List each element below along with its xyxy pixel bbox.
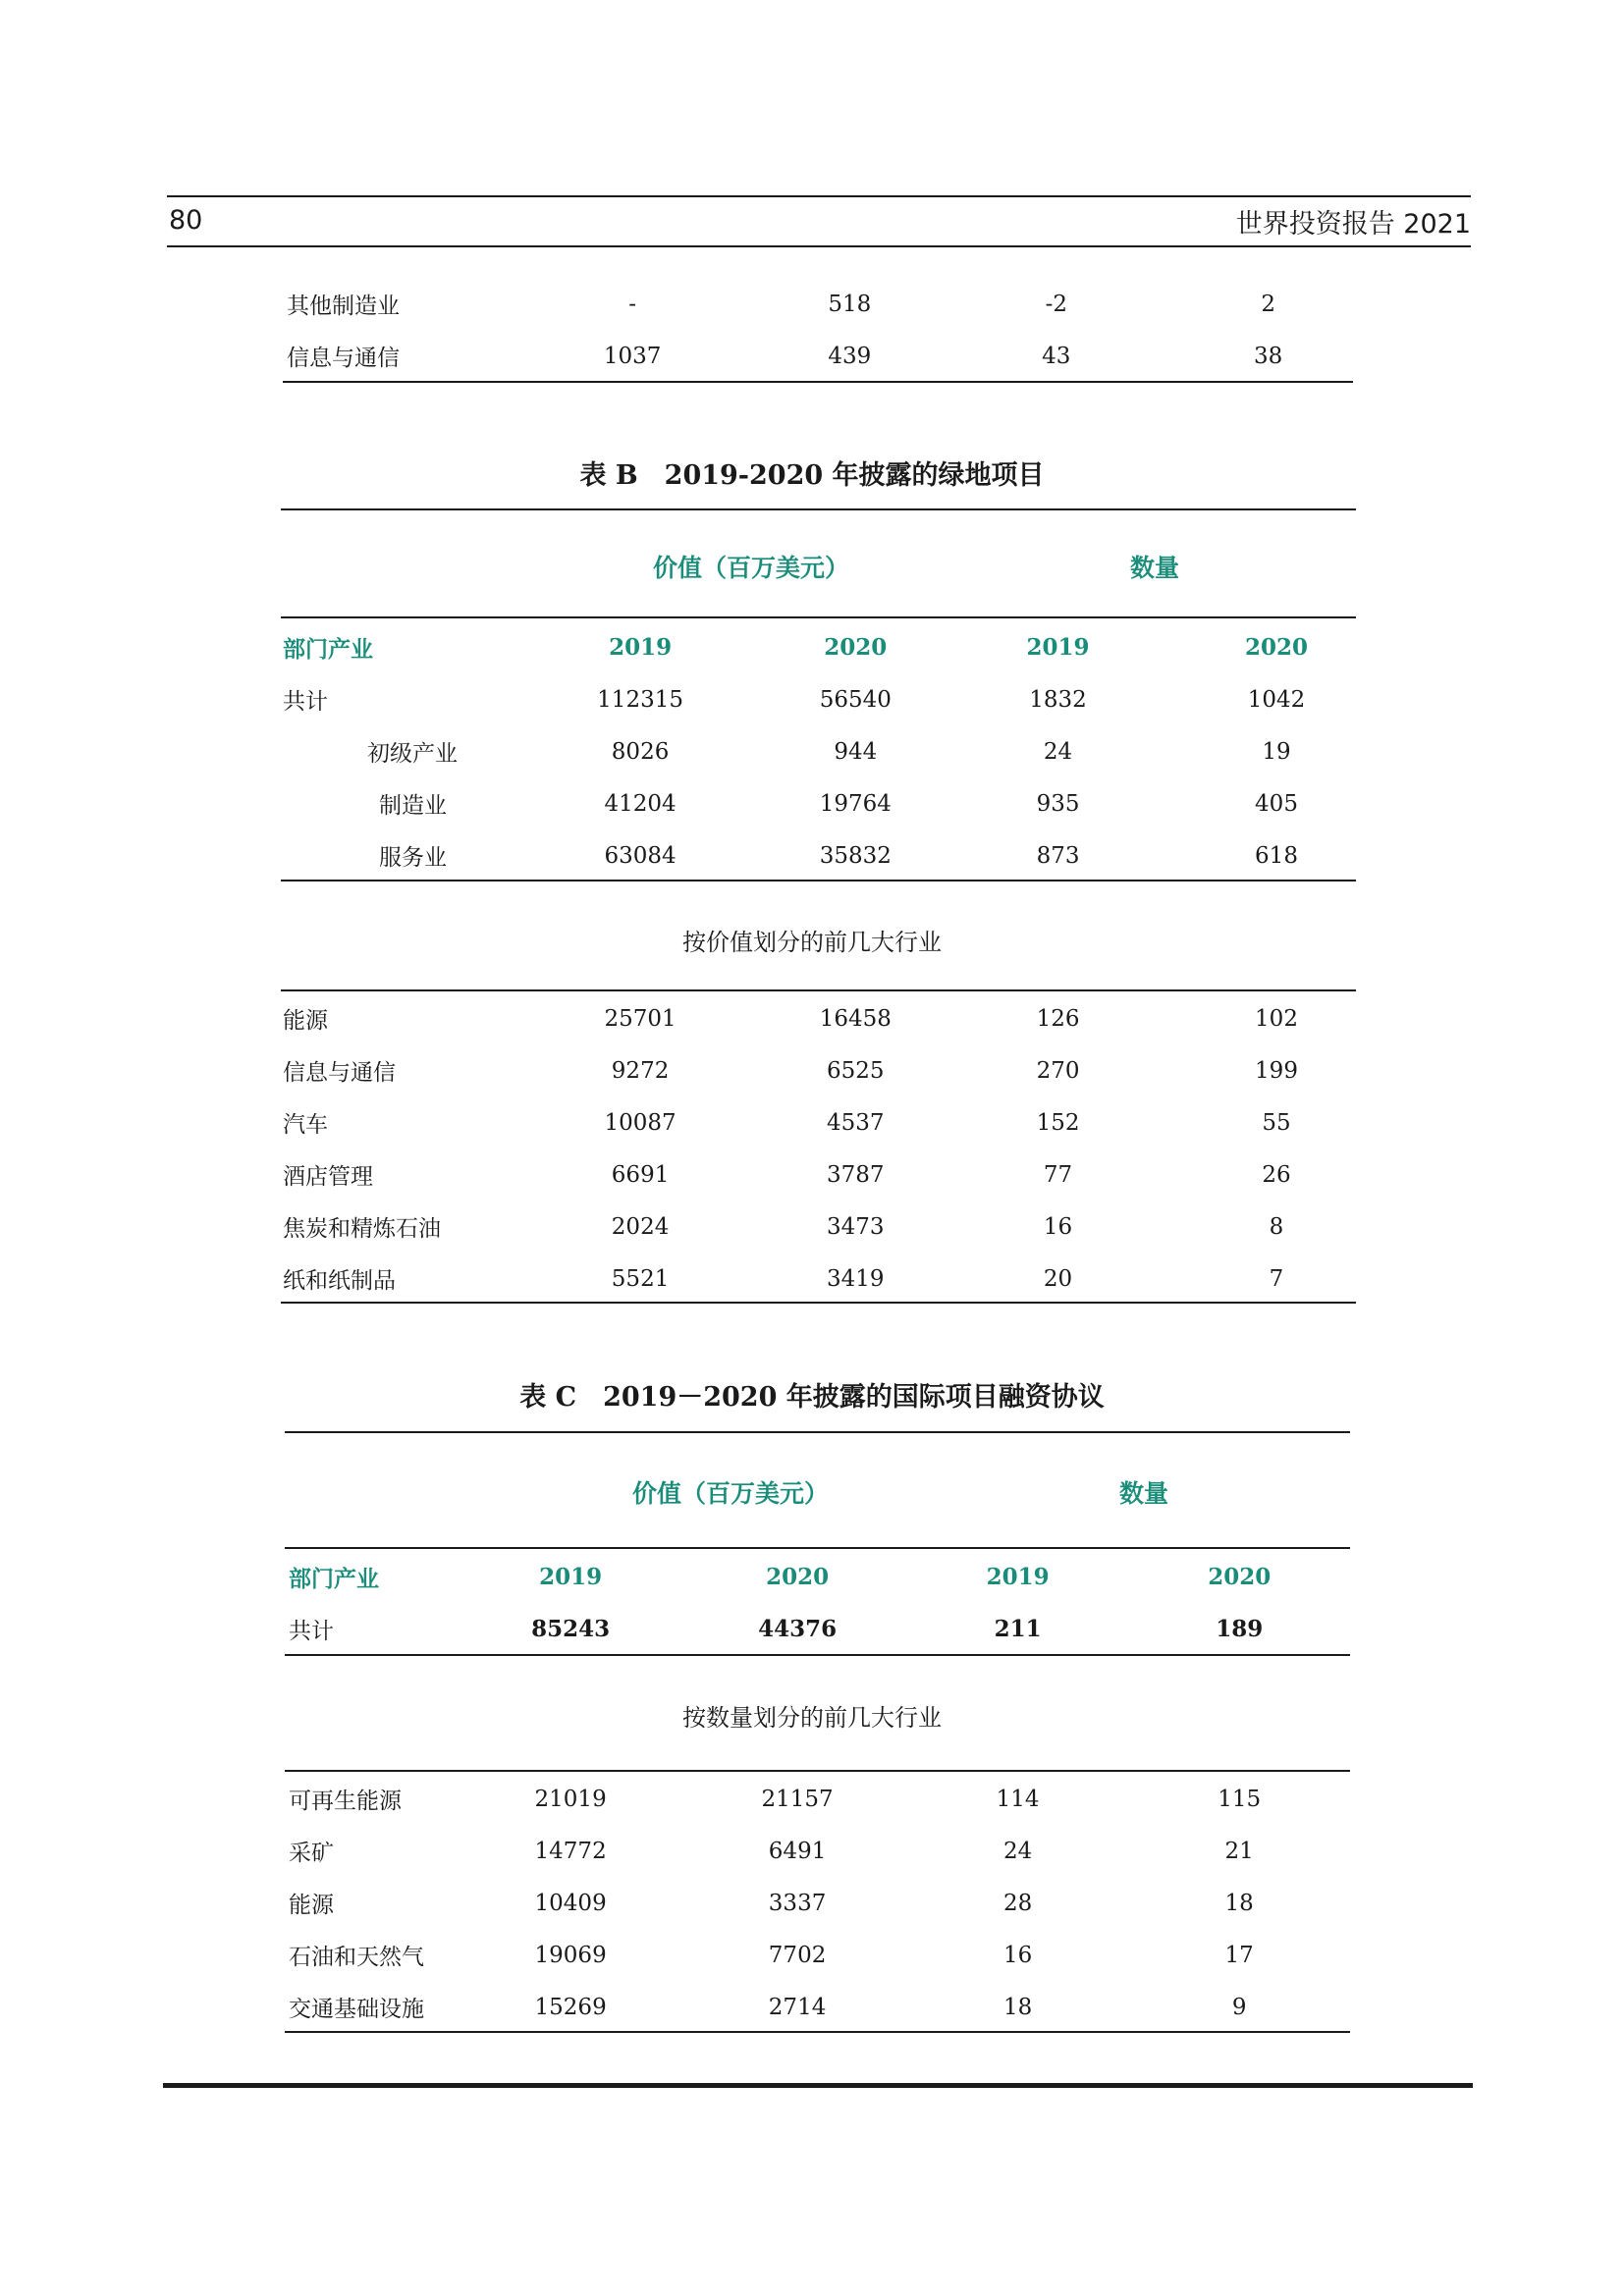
cell-value-2020: 439 [828,343,872,369]
cell-count-2019: 20 [1043,1265,1073,1292]
col-header-count-2019: 2019 [986,1564,1050,1590]
cell-count-2019: 16 [1043,1213,1073,1240]
col-header-count-2020: 2020 [1208,1564,1272,1590]
cell-value-2019: 10087 [604,1109,677,1136]
cell-count-2019: 114 [996,1786,1040,1812]
row-label: 初级产业 [367,741,458,767]
cell-count-2020: 102 [1255,1005,1298,1032]
table-b-header-rule [281,616,1356,618]
col-header-count-2020: 2020 [1244,634,1308,661]
table-c-value-header: 价值（百万美元） [632,1479,830,1508]
row-label: 能源 [283,1008,328,1034]
report-title: 世界投资报告 2021 [1235,209,1471,240]
table-row [285,1981,1350,2033]
row-label: 服务业 [379,845,447,871]
cell-count-2020: 618 [1255,842,1298,869]
col-header-sector: 部门产业 [283,636,373,663]
cell-value-2019: 8026 [611,738,670,765]
table-b-top-rule [281,508,1356,510]
cell-count-2020: 21 [1224,1838,1254,1864]
cell-value-2019: 41204 [604,790,677,817]
table-row [285,1929,1350,1981]
row-label: 信息与通信 [283,1060,396,1086]
table-c-subheading: 按数量划分的前几大行业 [682,1704,942,1732]
cell-count-2019: 28 [1002,1890,1033,1916]
table-b-bottom-rule [281,1302,1356,1304]
table-row [281,1044,1356,1096]
cell-value-2020: 4537 [827,1109,885,1136]
header-bottom-rule [167,245,1471,247]
cell-count-2020: 18 [1224,1890,1254,1916]
table-b-value-header: 价值（百万美元） [653,554,850,582]
cell-value-2020: 35832 [819,842,892,869]
cell-value-2020: 6491 [768,1838,827,1864]
table-row [281,1096,1356,1148]
table-c-title: 表 C 2019－2020 年披露的国际项目融资协议 [519,1382,1105,1413]
cell-count-2020: 7 [1269,1265,1284,1292]
row-label: 可再生能源 [289,1789,402,1814]
table-c-top-rule [285,1431,1350,1433]
cell-count-2020: 8 [1269,1213,1284,1240]
cell-count-2019: 43 [1042,343,1071,369]
table-row [281,777,1356,829]
table-a-bottom-rule [283,381,1353,383]
cell-count-2020: 38 [1254,343,1283,369]
cell-value-2019: 9272 [611,1057,670,1084]
cell-value-2020: 944 [834,738,878,765]
row-label: 采矿 [289,1841,334,1866]
cell-value-2019: 2024 [611,1213,670,1240]
cell-count-2020: 55 [1262,1109,1291,1136]
cell-count-2019: 18 [1002,1994,1033,2020]
cell-value-2019: 112315 [597,686,683,713]
cell-value-2019: 21019 [534,1786,607,1812]
row-label: 共计 [289,1619,334,1644]
cell-value-2019: 5521 [611,1265,670,1292]
cell-value-2020: 518 [828,291,872,317]
row-label: 信息与通信 [287,346,400,371]
cell-value-2019: 6691 [611,1161,670,1188]
row-label: 其他制造业 [287,294,400,319]
cell-value-2019: 14772 [534,1838,607,1864]
table-c-count-header: 数量 [1119,1479,1169,1508]
table-row [281,1148,1356,1201]
column-header-row [281,621,1356,673]
cell-value-2020: 3473 [827,1213,885,1240]
cell-count-2020: 1042 [1247,686,1306,713]
table-c-bottom-rule [285,2031,1350,2033]
table-b-count-header: 数量 [1130,554,1180,582]
table-b-title: 表 B 2019-2020 年披露的绿地项目 [579,460,1045,491]
row-label: 制造业 [379,793,447,819]
cell-value-2020: 21157 [761,1786,834,1812]
cell-value-2019: 25701 [604,1005,677,1032]
footer-rule [163,2083,1473,2088]
table-row [281,673,1356,725]
cell-count-2020: 189 [1216,1616,1264,1642]
cell-value-2019: 15269 [534,1994,607,2020]
cell-count-2019: 24 [1002,1838,1033,1864]
table-b-summary [281,621,1356,881]
cell-value-2020: 16458 [819,1005,892,1032]
cell-value-2020: 19764 [819,790,892,817]
cell-count-2020: 9 [1231,1994,1247,2020]
cell-count-2020: 199 [1255,1057,1298,1084]
cell-count-2019: -2 [1045,291,1067,317]
table-row [281,725,1356,777]
cell-count-2019: 270 [1036,1057,1080,1084]
cell-value-2019: 63084 [604,842,677,869]
cell-count-2019: 152 [1036,1109,1080,1136]
table-c-summary-bottom-rule [285,1654,1350,1656]
cell-value-2019: - [628,291,637,317]
table-b-top-industries [281,992,1356,1305]
cell-count-2020: 17 [1224,1942,1254,1968]
table-row [281,1253,1356,1305]
row-label: 酒店管理 [283,1164,373,1190]
cell-count-2019: 24 [1043,738,1073,765]
cell-count-2019: 873 [1036,842,1080,869]
row-label: 能源 [289,1893,334,1918]
column-header-row [285,1551,1350,1603]
col-header-value-2020: 2020 [824,634,888,661]
header-top-rule [167,195,1471,197]
cell-count-2020: 405 [1255,790,1298,817]
table-b-top-industries-rule [281,989,1356,991]
cell-value-2019: 10409 [534,1890,607,1916]
cell-count-2019: 126 [1036,1005,1080,1032]
cell-count-2020: 26 [1262,1161,1291,1188]
page-number: 80 [169,205,203,236]
table-row [281,992,1356,1044]
table-row [283,330,1353,382]
table-row [285,1603,1350,1655]
cell-value-2020: 44376 [758,1616,838,1642]
cell-value-2020: 7702 [768,1942,827,1968]
table-row [281,829,1356,881]
table-c-summary [285,1551,1350,1655]
table-row [285,1773,1350,1825]
cell-count-2020: 2 [1261,291,1275,317]
cell-value-2019: 19069 [534,1942,607,1968]
table-row [283,278,1353,330]
table-c-top-industries [285,1773,1350,2033]
table-row [281,1201,1356,1253]
cell-count-2019: 77 [1043,1161,1073,1188]
table-c-header-rule [285,1547,1350,1549]
row-label: 纸和纸制品 [283,1268,396,1294]
table-row [285,1825,1350,1877]
row-label: 交通基础设施 [289,1997,424,2022]
col-header-count-2019: 2019 [1026,634,1090,661]
table-a-tail [283,278,1353,382]
cell-count-2019: 1832 [1029,686,1087,713]
cell-count-2020: 19 [1262,738,1291,765]
col-header-value-2019: 2019 [609,634,673,661]
cell-value-2020: 2714 [768,1994,827,2020]
cell-count-2019: 16 [1002,1942,1033,1968]
table-b-subheading: 按价值划分的前几大行业 [682,929,942,956]
row-label: 焦炭和精炼石油 [283,1216,441,1242]
cell-value-2020: 3787 [827,1161,885,1188]
cell-value-2019: 1037 [603,343,662,369]
cell-count-2019: 211 [994,1616,1042,1642]
row-label: 共计 [283,689,328,715]
cell-value-2020: 3337 [768,1890,827,1916]
col-header-sector: 部门产业 [289,1566,379,1592]
cell-count-2019: 935 [1036,790,1080,817]
col-header-value-2020: 2020 [766,1564,830,1590]
row-label: 汽车 [283,1112,328,1138]
row-label: 石油和天然气 [289,1945,424,1970]
cell-value-2020: 6525 [827,1057,885,1084]
table-row [285,1877,1350,1929]
table-b-summary-bottom-rule [281,880,1356,881]
cell-value-2020: 3419 [827,1265,885,1292]
col-header-value-2019: 2019 [539,1564,603,1590]
cell-count-2020: 115 [1218,1786,1262,1812]
table-c-top-industries-rule [285,1770,1350,1772]
cell-value-2020: 56540 [819,686,892,713]
cell-value-2019: 85243 [531,1616,611,1642]
